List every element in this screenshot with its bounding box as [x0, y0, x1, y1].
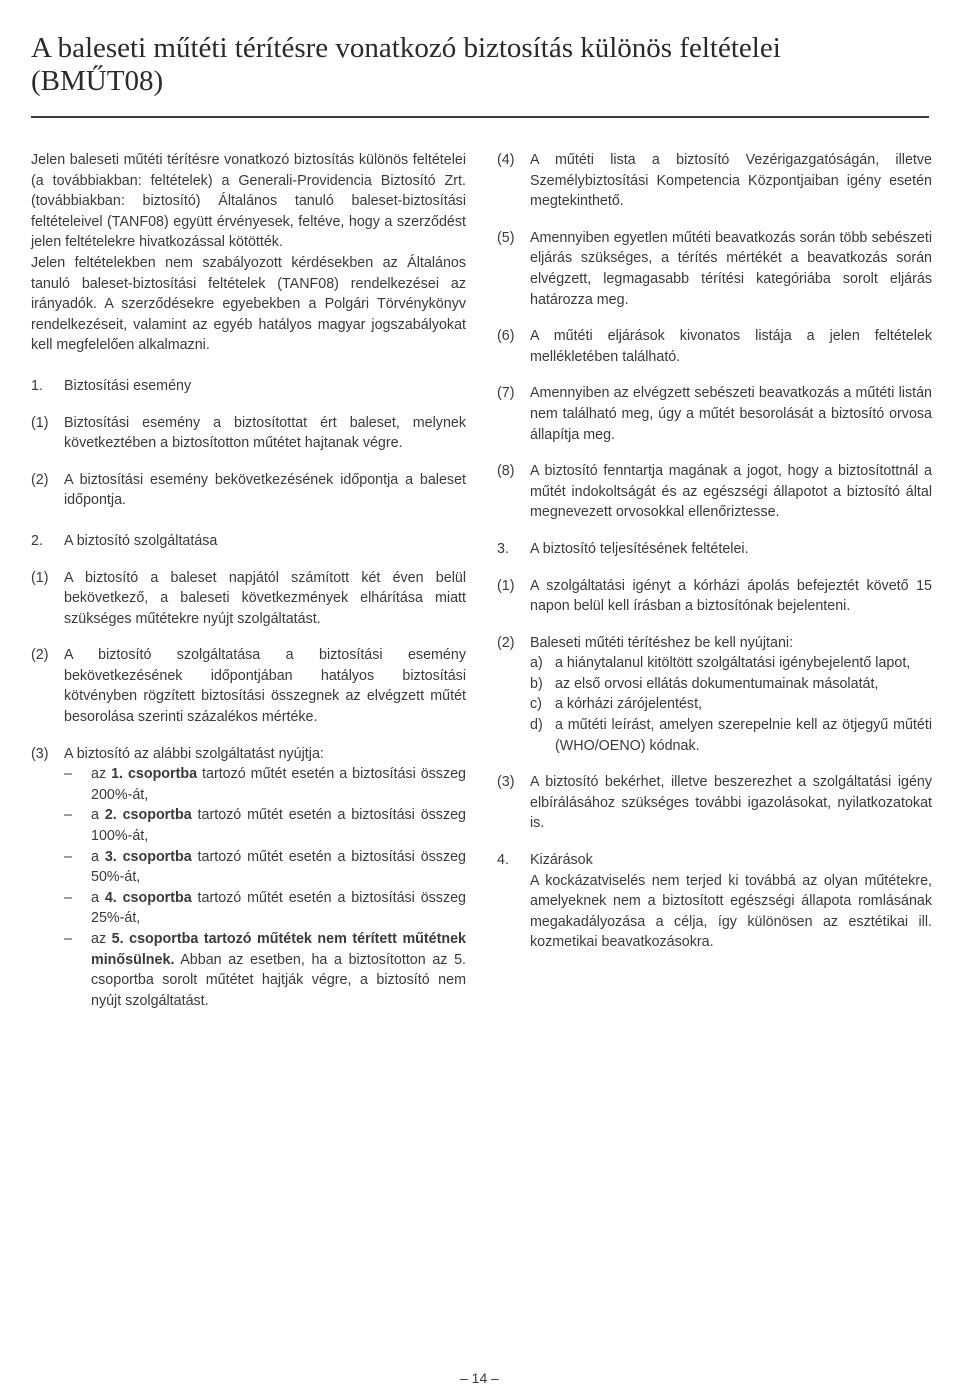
item-text: tartozó műtét esetén a biztosítási összeg 100%-át, [91, 807, 466, 845]
section-title: A biztosító teljesítésének feltételei. [530, 540, 749, 557]
section-text: A kockázatviselés nem terjed ki továbbá az olyan műtétekre, amelyeknek nem a biztosított egészségi állapota romlásának megakadályozása a célja, így különösen az esztétikai ill. kozmetikai beavatkozásokra. [530, 872, 932, 951]
item-text: tartozó műtét esetén a biztosítási összeg 50%-át, [91, 848, 466, 886]
lettered-list-item [530, 694, 932, 715]
intro-paragraph: Jelen baleseti műtéti térítésre vonatkozó biztosítás különös feltételei (a továbbiakban: feltételek) a Generali-Providencia Biztosító Zrt. (továbbiakban: biztosító) Általános tanuló baleset-biztosítási feltételeivel (TANF08) együtt érvényesek, feltéve, hogy a szerződést jelen feltételekre hivatkozással kötötték. [31, 152, 466, 251]
clause-number: (2) [497, 634, 515, 651]
clause-number: (6) [497, 328, 515, 345]
clause-text: A műtéti lista a biztosító Vezérigazgatóságán, illetve Személybiztosítási Kompetencia Központjaiban igény esetén megtekinthető. [530, 152, 932, 210]
dash-list-item [64, 805, 466, 846]
clause [497, 576, 932, 617]
dash-bullet: – [64, 766, 72, 783]
clause-text: A biztosítási esemény bekövetkezésének időpontja a baleset időpontja. [64, 471, 466, 509]
clause-number: (5) [497, 229, 515, 246]
section-number: 4. [497, 852, 509, 869]
clause-text: Baleseti műtéti térítéshez be kell nyújtani: [530, 634, 794, 651]
clause [31, 744, 466, 1012]
clause-text: A szolgáltatási igényt a kórházi ápolás befejeztét követő 15 napon belül kell írásban a biztosítónak bejelenteni. [530, 577, 932, 615]
clause-number: (3) [31, 745, 49, 762]
clause-number: (1) [497, 577, 515, 594]
section-title: Kizárások [530, 852, 593, 869]
item-letter: d) [530, 717, 543, 734]
clause-text: A biztosító bekérhet, illetve beszerezhet a szolgáltatási igény elbírálásához szükséges további igazolásokat, nyilatkozatokat is. [530, 774, 932, 832]
clause [31, 413, 466, 454]
item-text: a műtéti leírást, amelyen szerepelnie kell az ötjegyű műtéti (WHO/OENO) kódnak. [555, 717, 932, 754]
item-text: a kórházi zárójelentést, [555, 696, 703, 713]
dash-list-item [64, 847, 466, 888]
clause [497, 772, 932, 834]
dash-list-item [64, 929, 466, 1011]
item-text: az első orvosi ellátás dokumentumainak másolatát, [555, 675, 879, 692]
clause [497, 461, 932, 523]
clause-text: A műtéti eljárások kivonatos listája a jelen feltételek mellékletében található. [530, 328, 932, 365]
dash-bullet: – [64, 889, 72, 906]
section-title: Biztosítási esemény [64, 377, 192, 394]
dash-bullet: – [64, 807, 72, 824]
group-label: 4. csoportba [104, 889, 192, 906]
item-text: tartozó műtét esetén a biztosítási összeg 200%-át, [91, 766, 466, 803]
clause [31, 470, 466, 511]
clause-text: A biztosító szolgáltatása a biztosítási esemény bekövetkezésének időpontjában hatályos biztosítási kötvényben rögzített biztosítási összegnek az elvégzett műtét besorolása szerinti százalékos mértéke. [64, 647, 466, 726]
dash-bullet: – [64, 848, 72, 865]
page-title: A baleseti műtéti térítésre vonatkozó biztosítás különös feltételei (BMŰT08) [31, 32, 781, 97]
clause-number: (7) [497, 385, 515, 402]
item-letter: b) [530, 675, 543, 692]
item-letter: c) [530, 696, 542, 713]
group-label: 2. csoportba [104, 807, 192, 824]
dash-list-item [64, 888, 466, 929]
clause-number: (8) [497, 463, 515, 480]
group-label: 3. csoportba [104, 848, 192, 865]
section-number: 1. [31, 377, 43, 394]
clause-number: (2) [31, 647, 49, 664]
right-column [497, 150, 932, 953]
clause [497, 633, 932, 757]
dash-bullet: – [64, 931, 72, 947]
item-prefix: a [91, 848, 105, 865]
clause [31, 568, 466, 630]
clause [497, 326, 932, 367]
page-number: – 14 – [460, 1370, 499, 1386]
lettered-list-item [530, 715, 932, 756]
item-prefix: a [91, 807, 105, 824]
dash-list-item [64, 764, 466, 805]
clause-number: (4) [497, 152, 515, 168]
section-number: 3. [497, 540, 509, 557]
section-title: A biztosító szolgáltatása [64, 532, 218, 549]
intro-paragraph: Jelen feltételekben nem szabályozott kérdésekben az Általános tanuló baleset-biztosítási feltételek (TANF08) rendelkezései az irányadók. A szerződésekre egyebekben a Polgári Törvénykönyv rendelkezéseit, valamint az egyéb hatályos magyar jogszabályokat kell megfelelően alkalmazni. [31, 254, 466, 354]
clause [497, 228, 932, 310]
section-heading-3 [497, 539, 932, 560]
item-prefix: az [91, 766, 112, 783]
clause-number: (2) [31, 471, 49, 488]
group-label: 1. csoportba [111, 766, 198, 783]
item-text: a hiánytalanul kitöltött szolgáltatási igénybejelentő lapot, [555, 655, 911, 672]
lettered-list-item [530, 674, 932, 695]
clause-text: A biztosító a baleset napjától számított két éven belül bekövetkező, a baleseti következmények elhárítása miatt szükséges műtétekre nyújt szolgáltatást. [64, 569, 466, 627]
clause-number: (1) [31, 414, 49, 431]
item-prefix: az [91, 931, 112, 947]
section-heading-2 [31, 531, 466, 552]
item-letter: a) [530, 655, 543, 672]
clause [497, 150, 932, 212]
clause [31, 645, 466, 727]
title-rule [31, 116, 929, 118]
lettered-list-item [530, 653, 932, 674]
clause-text: Amennyiben egyetlen műtéti beavatkozás során több sebészeti eljárás szükséges, a térítés mértékét a beavatkozás során elvégzett, legmagasabb térítési kategóriába sorolt eljárás határozza meg. [530, 229, 932, 308]
left-column [31, 150, 466, 1011]
section-number: 2. [31, 532, 43, 549]
item-text: Abban az esetben, ha a biztosítotton az 5. csoportba sorolt műtétet hajtják végre, a biztosító nem nyújt szolgáltatást. [91, 951, 466, 1009]
clause [497, 383, 932, 445]
clause-text: Amennyiben az elvégzett sebészeti beavatkozás a műtéti listán nem található meg, úgy a műtét besorolását a biztosító orvosa állapítja meg. [530, 385, 932, 443]
item-prefix: a [91, 889, 105, 906]
section-heading-1 [31, 376, 466, 397]
section-4 [497, 850, 932, 953]
clause-text: A biztosító az alábbi szolgáltatást nyújtja: [64, 745, 324, 762]
group-label: 5. csoportba tartozó műtétek nem térített műtétnek minősülnek. [91, 931, 466, 968]
item-text: tartozó műtét esetén a biztosítási összeg 25%-át, [91, 889, 466, 927]
clause-text: Biztosítási esemény a biztosítottat ért baleset, melynek következtében a biztosítotton műtétet hajtanak végre. [64, 414, 466, 452]
clause-text: A biztosító fenntartja magának a jogot, hogy a biztosítottnál a műtét indokoltságát és az egészségi állapotot a biztosító által megnevezett orvosokkal ellenőriztesse. [530, 463, 932, 521]
clause-number: (3) [497, 774, 515, 791]
clause-number: (1) [31, 569, 49, 586]
